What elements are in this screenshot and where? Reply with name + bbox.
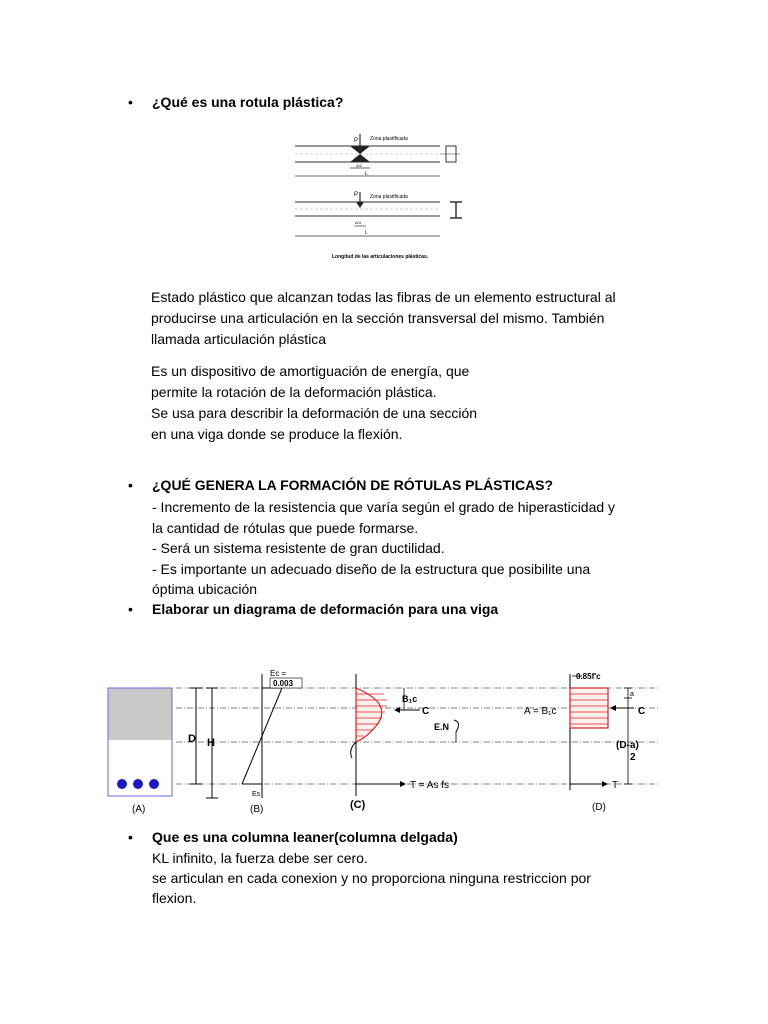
label-en: E.N	[434, 722, 450, 732]
label-es: Es	[252, 791, 261, 798]
fig-label-l1: L	[365, 171, 368, 177]
fig-label-p2: P	[354, 192, 359, 198]
label-t-eq: T = As fs	[410, 780, 449, 791]
answer-line: flexion.	[152, 890, 197, 906]
label-a-small: a	[630, 691, 634, 698]
label-t2: T	[612, 780, 619, 791]
question-formacion-rotulas: ¿QUÉ GENERA LA FORMACIÓN DE RÓTULAS PLÁSTICAS?	[152, 477, 554, 493]
question-rotula-plastica: ¿Qué es una rotula plástica?	[152, 94, 344, 110]
list-line: - Es importante un adecuado diseño de la estructura que posibilite una	[152, 560, 591, 577]
strain-diagram-B	[242, 674, 282, 798]
label-C: (C)	[350, 799, 366, 811]
label-c1: C	[422, 706, 430, 717]
label-a-eq: A = B₁c	[524, 706, 557, 717]
answer-line: KL infinito, la fuerza debe ser cero.	[152, 850, 368, 866]
bullet-2: •	[128, 477, 133, 493]
list-formacion-rotulas	[152, 497, 692, 600]
label-ec-val: 0.003	[273, 679, 294, 688]
section-A	[108, 688, 172, 796]
fig-label-l2: L	[365, 230, 368, 236]
para1-line: llamada articulación plástica	[151, 331, 327, 347]
para2-line: Se usa para describir la deformación de una sección	[151, 405, 478, 421]
diagram-deformacion-viga	[104, 664, 664, 816]
para2-line: en una viga donde se produce la flexión.	[151, 426, 403, 442]
label-A: (A)	[132, 804, 146, 815]
list-line: la cantidad de rótulas que puede formarse.	[152, 519, 419, 536]
bullet-3: •	[128, 601, 133, 617]
label-dma: (D-a)	[616, 740, 639, 751]
figure-rotula-plastica	[290, 130, 480, 270]
stress-block-D	[570, 674, 634, 790]
label-B: (B)	[250, 804, 264, 815]
fig-label-zona2: Zona plastificada	[370, 194, 408, 200]
bullet-1: •	[128, 94, 133, 110]
list-line: - Será un sistema resistente de gran ductilidad.	[152, 540, 445, 556]
para1-line: producirse una articulación en la sección transversal del mismo. También	[151, 310, 605, 326]
label-b1c: B₁c	[402, 694, 418, 704]
bullet-4: •	[128, 829, 133, 845]
answer-line: se articulan en cada conexion y no proporciona ninguna restriccion por	[152, 870, 591, 886]
para1-line: Estado plástico que alcanzan todas las fibras de un elemento estructural al	[151, 289, 616, 305]
fig-caption: Longitud de las articulaciones plásticas.	[332, 254, 429, 260]
answer-columna-leaner	[152, 848, 692, 908]
question-diagrama: Elaborar un diagrama de deformación para una viga	[152, 601, 499, 617]
paragraph-dispositivo	[151, 361, 691, 445]
paragraph-estado-plastico	[151, 287, 691, 350]
label-two: 2	[630, 752, 636, 763]
fig-label-delta1: Δ/2	[356, 163, 363, 168]
stress-diagram-C	[351, 674, 459, 796]
question-columna-leaner: Que es una columna leaner(columna delgada)	[152, 829, 458, 845]
label-H: H	[207, 737, 215, 749]
fig-label-zona1: Zona plastificada	[370, 136, 408, 142]
para2-line: permite la rotación de la deformación plástica.	[151, 384, 437, 400]
label-D: D	[188, 733, 196, 745]
label-D-fig: (D)	[592, 802, 606, 813]
fig-label-p1: P	[354, 138, 359, 144]
fig-label-delta2: Δ/4	[355, 220, 362, 225]
label-c2: C	[638, 706, 646, 717]
para2-line: Es un dispositivo de amortiguación de energía, que	[151, 363, 470, 379]
label-ec: Ec =	[270, 669, 287, 678]
list-line: óptima ubicación	[152, 581, 258, 597]
list-line: - Incremento de la resistencia que varía según el grado de hiperasticidad y	[152, 499, 616, 515]
label-fc: 0.85f'c	[576, 672, 601, 681]
